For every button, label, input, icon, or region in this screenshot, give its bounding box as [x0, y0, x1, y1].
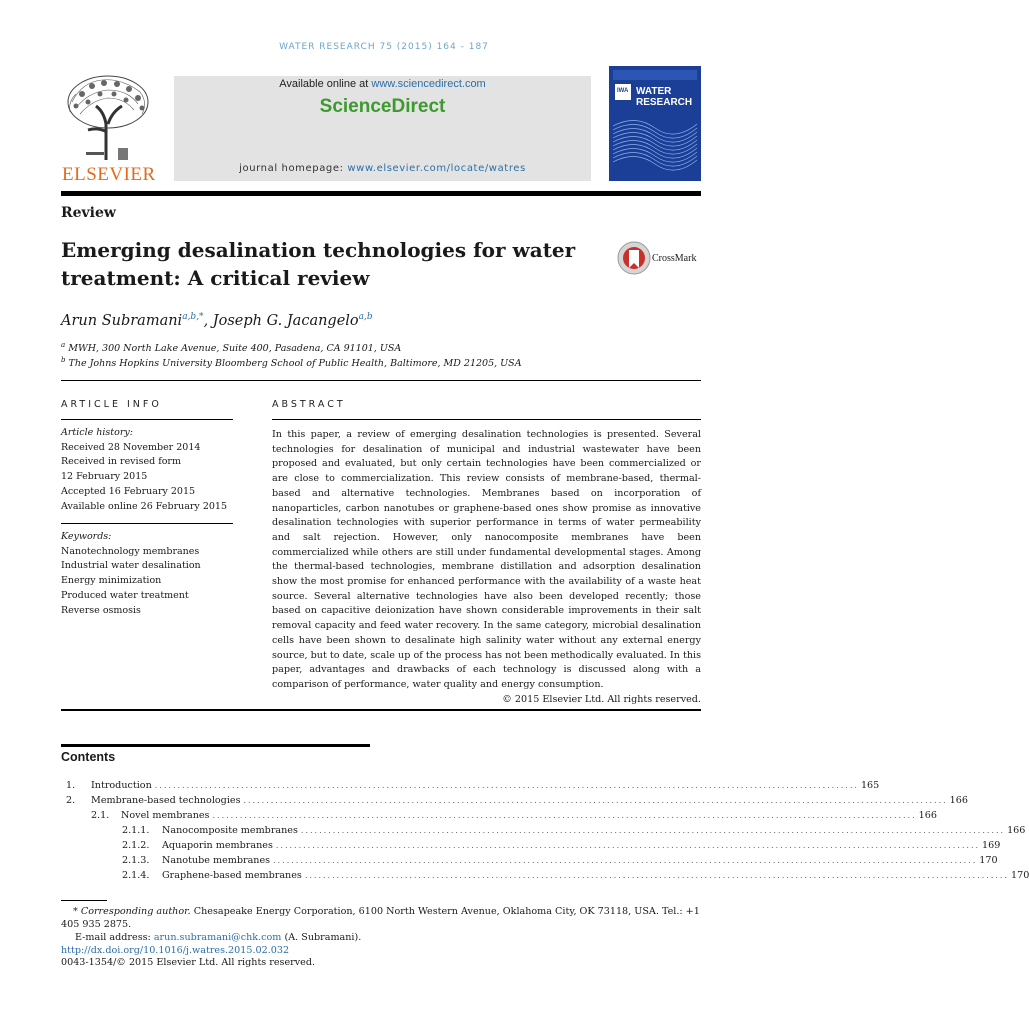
journal-homepage-link[interactable]: www.elsevier.com/locate/watres: [347, 163, 526, 174]
divider: [61, 709, 701, 711]
toc-item[interactable]: 1. Introduction ........................................................................................................................................................... 165: [66, 780, 880, 791]
corresponding-author-note: * Corresponding author. Chesapeake Energy Corporation, 6100 North Western Avenue, Oklahoma City, OK 73118, USA. Tel.: +1 405 935 2875. E-mail address: arun.subramani@chk.com (A. Subramani). http://dx.doi.org/10.1016/j.watres.2015.02.032 0043-1354/© 2015 Elsevier Ltd. All rights reserved.: [61, 906, 700, 968]
email-link[interactable]: arun.subramani@chk.com: [153, 932, 282, 943]
affiliation-a: $^a$ MWH, 300 North Lake Avenue, Suite 400, Pasadena, CA 91101, USA: [61, 341, 402, 355]
doi-link[interactable]: http://dx.doi.org/10.1016/j.watres.2015.02.032: [61, 944, 290, 956]
header-rule: [61, 191, 701, 196]
elsevier-wordmark: ELSEVIER: [62, 164, 156, 185]
cover-title: WATER RESEARCH: [636, 86, 693, 108]
toc-item[interactable]: 2.1.2. Aquaporin membranes ........................................................................................................................................................... 169: [122, 840, 1001, 851]
toc-item[interactable]: 2.1.4. Graphene-based membranes ........................................................................................................................................................... 170: [122, 870, 1029, 881]
abstract-heading: ABSTRACT: [272, 399, 346, 410]
divider: [61, 523, 233, 524]
author-list: Arun Subramani$^{a,b,*}$, Joseph G. Jacangelo$^{a,b}$: [61, 312, 373, 329]
available-online-line: Available online at www.sciencedirect.com: [279, 78, 486, 90]
author1-affil-marks[interactable]: a,b,*: [182, 312, 204, 322]
divider: [61, 380, 701, 381]
author-jacangelo[interactable]: Joseph G. Jacangelo: [212, 312, 359, 329]
elsevier-tree-logo: [62, 72, 154, 164]
issn-line: 0043-1354/© 2015 Elsevier Ltd. All rights reserved.: [61, 957, 316, 968]
toc-item[interactable]: 2.1.1. Nanocomposite membranes ........................................................................................................................................................... 166: [122, 825, 1026, 836]
crossmark-label[interactable]: CrossMark: [652, 253, 697, 264]
toc-item[interactable]: 2. Membrane-based technologies ........................................................................................................................................................... 166: [66, 795, 968, 806]
abstract-copyright: © 2015 Elsevier Ltd. All rights reserved.: [502, 693, 701, 705]
contents-rule: [61, 744, 370, 747]
divider: [272, 419, 701, 420]
article-title: Emerging desalination technologies for water treatment: A critical review: [61, 238, 576, 290]
sciencedirect-link[interactable]: www.sciencedirect.com: [371, 78, 486, 90]
contents-heading: Contents: [61, 750, 116, 764]
author2-affil-marks[interactable]: a,b: [358, 312, 373, 322]
abstract-body: In this paper, a review of emerging desalination technologies is presented. Several technologies for desalination of municipal and industrial wastewater have been proposed and evaluated, but only certain technologies have been commercialized or are close to commercialization. This review consists of membrane-based, thermal-based and alternative technologies. Membranes based on incorporation of nanoparticles, carbon nanotubes or graphene-based ones show promise as innovative desalination technologies with superior performance in terms of water permeability and salt rejection. However, only nanocomposite membranes have been commercialized while others are still under fundamental developmental stages. Among the thermal-based technologies, membrane distillation and adsorption desalination show the most promise for enhanced performance with the availability of a waste heat source. Several alternative technologies have also been developed recently; those based on capacitive deionization have shown considerable improvements in their salt removal capacity and feed water recovery. In the same category, microbial desalination cells have been shown to desalinate high salinity water without any external energy source, but to date, scale up of the process has not been methodically evaluated. In this paper, advantages and drawbacks of each technology is discussed along with a comparison of performance, water quality and energy consumption. © 2015 Elsevier Ltd. All rights reserved.: [272, 428, 701, 707]
iwa-badge: IWA: [617, 88, 629, 94]
affiliation-b: $^b$ The Johns Hopkins University Bloomberg School of Public Health, Baltimore, MD 21205, USA: [61, 356, 522, 370]
divider: [61, 419, 233, 420]
crossmark-icon[interactable]: [616, 240, 652, 276]
journal-citation: WATER RESEARCH 75 (2015) 164 - 187: [279, 42, 489, 52]
article-type: Review: [61, 205, 116, 221]
journal-homepage-line: journal homepage: www.elsevier.com/locate/watres: [239, 163, 526, 174]
footnote-rule: [61, 900, 107, 901]
sciencedirect-logo: ScienceDirect: [319, 96, 446, 117]
keywords: Keywords: Nanotechnology membranes Industrial water desalination Energy minimization Produced water treatment Reverse osmosis: [61, 531, 201, 616]
cover-wave-graphic: [609, 66, 701, 181]
toc-item[interactable]: 2.1. Novel membranes ........................................................................................................................................................... 166: [91, 810, 937, 821]
author-subramani[interactable]: Arun Subramani: [61, 312, 183, 329]
toc-item[interactable]: 2.1.3. Nanotube membranes ........................................................................................................................................................... 170: [122, 855, 998, 866]
article-info-heading: ARTICLE INFO: [61, 399, 162, 410]
journal-cover[interactable]: [609, 66, 701, 181]
article-history: Article history: Received 28 November 2014 Received in revised form 12 February 2015 Accepted 16 February 2015 Available online 26 February 2015: [61, 427, 227, 512]
